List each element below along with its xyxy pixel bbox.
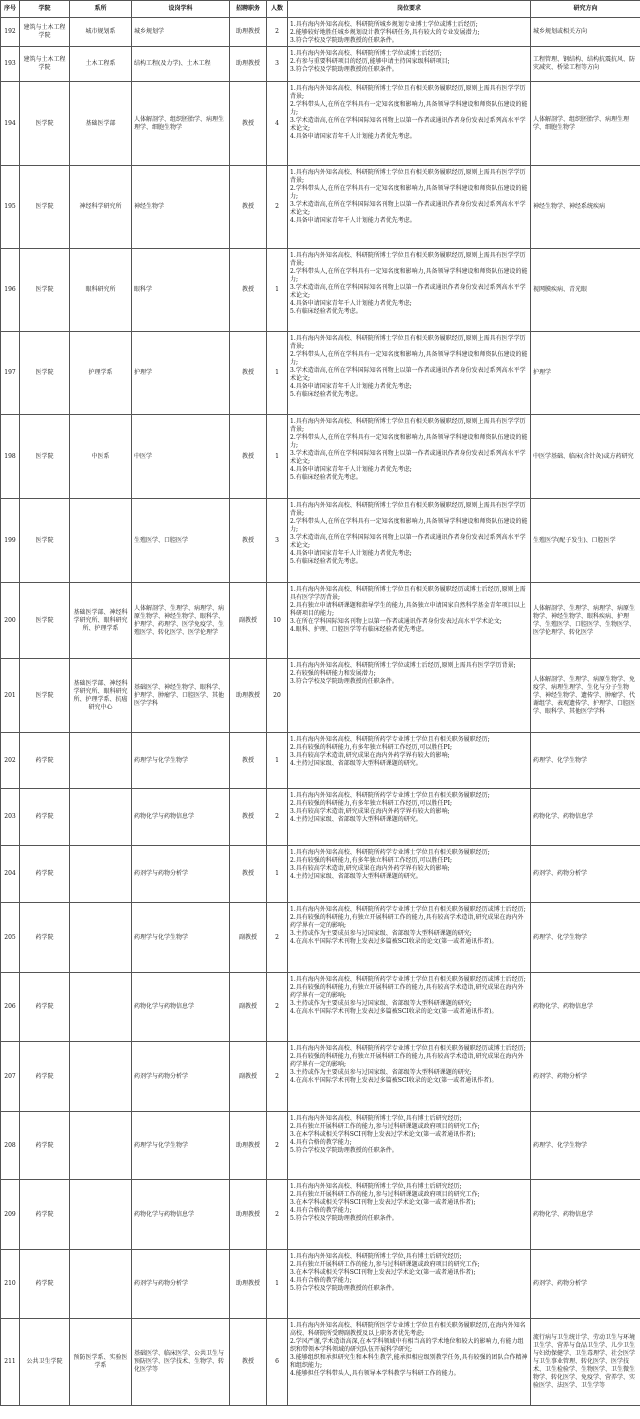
cell-department [70, 789, 132, 846]
requirement-line: 4.具有合格的教学能力; [290, 1277, 352, 1284]
requirement-line: 2.具有独立开展科研工作的能力,参与过科研课题或政府项目的研究工作; [290, 1261, 480, 1268]
requirement-line: 2.学风严谨,学术造诣高深,在本学科领域中有相当高的学术地位和较大的影响力,有能力组织和带领本学科领域的研究队伍开展科学研究; [290, 1338, 524, 1353]
requirement-line: 3.主持或作为主要成员参与过国家级、省部级等大型科研课题的研究; [290, 930, 472, 937]
cell-requirements [288, 166, 531, 249]
cell-requirements [288, 82, 531, 166]
requirement-line: 4.主持过国家级、省部级等大型科研课题的研究。 [290, 873, 422, 880]
cell-index: 202 [1, 733, 20, 789]
header-department: 系所 [70, 1, 132, 18]
cell-research-direction: 药物化学、药物信息学 [531, 789, 640, 846]
cell-index: 207 [1, 1042, 20, 1112]
cell-requirements [288, 659, 531, 733]
cell-count: 2 [267, 18, 288, 47]
cell-requirements [288, 1319, 531, 1406]
cell-position: 教授 [230, 332, 267, 415]
cell-research-direction: 药理学、化学生物学 [531, 1112, 640, 1180]
requirement-line: 2.学科带头人,在所在学科具有一定知名度和影响力,具备领导学科建设和师资队伍建设的能力; [290, 518, 528, 533]
cell-position: 教授 [230, 249, 267, 332]
requirement-line: 4.在高水平国际学术刊物上发表过多篇被SCI收录的论文(第一或者通讯作者)。 [290, 1008, 498, 1015]
cell-requirements [288, 332, 531, 415]
cell-count: 2 [267, 1042, 288, 1112]
requirement-line: 5.有临床经验者优先考虑。 [290, 308, 362, 315]
cell-position: 教授 [230, 733, 267, 789]
cell-requirements [288, 733, 531, 789]
requirement-line: 1.具有海内外知名高校、科研院所博士学位且有相关职务履职经历,原则上需具有医学学历背景; [290, 502, 526, 517]
requirement-line: 1.具有海内外知名高校、科研院所药学专业博士学位且有相关职务履职经历或博士后经历; [290, 906, 526, 913]
cell-department [70, 1042, 132, 1112]
cell-college: 药学院 [20, 846, 70, 903]
requirement-line: 1.具有海内外知名高校、科研院所医学专业博士学位且有相关职务履职经历,在海内外知名高校、科研院所受聘副教授及以上职务者优先考虑; [290, 1322, 526, 1337]
requirement-line: 3.符合学校及学院助理教授的任职条件。 [290, 66, 398, 73]
cell-requirements [288, 415, 531, 499]
cell-count: 20 [267, 659, 288, 733]
cell-college: 药学院 [20, 733, 70, 789]
requirement-line: 5.有临床经验者优先考虑。 [290, 474, 362, 481]
table-row [1, 1319, 640, 1406]
cell-department: 城市规划系 [70, 18, 132, 47]
table-row [1, 583, 640, 659]
cell-index: 192 [1, 18, 20, 47]
requirement-line: 2.具有独立申请科研课题和指导学生的能力,具备独立申请国家自然科学基金青年项目以上科研项目的能力; [290, 602, 526, 617]
cell-department: 中医系 [70, 415, 132, 499]
cell-position: 助理教授 [230, 1250, 267, 1319]
cell-college: 医学院 [20, 166, 70, 249]
requirement-line: 1.具有海内外知名高校、科研院所药学专业博士学位且有相关职务履职经历或博士后经历; [290, 1045, 526, 1052]
cell-count: 2 [267, 1112, 288, 1180]
cell-college: 药学院 [20, 903, 70, 973]
cell-count: 2 [267, 789, 288, 846]
header-college: 学院 [20, 1, 70, 18]
requirement-line: 4.具备申请国家青年千人计划能力者优先考虑。 [290, 133, 416, 140]
cell-subject: 神经生物学 [132, 166, 230, 249]
cell-requirements [288, 846, 531, 903]
cell-index: 195 [1, 166, 20, 249]
cell-research-direction: 工程管理、钢结构、结构抗震抗风、防灾减灾、桥梁工程等方向 [531, 47, 640, 82]
requirement-line: 3.在所在学科国际知名刊物上以第一作者或通讯作者身份发表过高水平学术论文; [290, 618, 502, 625]
header-subject: 设岗学科 [132, 1, 230, 18]
requirement-line: 4.具备申请国家青年千人计划能力者优先考虑; [290, 466, 412, 473]
cell-subject: 药物化学与药物信息学 [132, 1180, 230, 1250]
requirement-line: 5.符合学校及学院助理教授的任职条件。 [290, 1215, 398, 1222]
cell-position: 教授 [230, 789, 267, 846]
cell-count: 2 [267, 903, 288, 973]
cell-subject: 基础医学、神经生物学、眼科学、护理学、肿瘤学、口腔医学、其他医学学科 [132, 659, 230, 733]
cell-college: 医学院 [20, 415, 70, 499]
cell-department [70, 1250, 132, 1319]
requirement-line: 1.具有海内外知名高校、科研院所博士学位且有相关职务履职经历,原则上需具有医学学历背景; [290, 85, 526, 100]
requirement-line: 3.学术造诣高,在所在学科国际知名刊物上以第一作者或通讯作者身份发表过系列高水平学术论文; [290, 450, 526, 465]
cell-index: 198 [1, 415, 20, 499]
requirement-line: 1.具有海内外知名高校、科研院所城乡规划专业博士学位或博士后经历; [290, 21, 478, 28]
requirement-line: 2.具有较强的科研能力,有多年独立科研工作经历,可以胜任PI; [290, 800, 452, 807]
cell-requirements [288, 583, 531, 659]
cell-subject: 药剂学与药物分析学 [132, 1042, 230, 1112]
cell-index: 204 [1, 846, 20, 903]
requirement-line: 2.有较强的科研能力和发展潜力; [290, 670, 376, 677]
requirement-line: 5.符合学校及学院助理教授的任职条件。 [290, 1147, 398, 1154]
requirement-line: 4.具有合格的教学能力; [290, 1207, 352, 1214]
cell-subject: 药剂学与药物分析学 [132, 846, 230, 903]
header-row [1, 1, 640, 18]
requirement-line: 4.在高水平国际学术刊物上发表过多篇被SCI收录的论文(第一或者通讯作者)。 [290, 1077, 498, 1084]
cell-department: 基础医学部 [70, 82, 132, 166]
cell-count: 6 [267, 1319, 288, 1406]
cell-department [70, 499, 132, 583]
requirement-line: 4.主持过国家级、省部级等大型科研课题的研究。 [290, 816, 422, 823]
requirement-line: 4.具备申请国家青年千人计划能力者优先考虑。 [290, 217, 416, 224]
cell-department: 基础医学部、神经科学研究所、眼科研究所、护理学系、抗癌研究中心 [70, 659, 132, 733]
cell-index: 211 [1, 1319, 20, 1406]
table-row [1, 1250, 640, 1319]
cell-count: 1 [267, 733, 288, 789]
cell-department [70, 1112, 132, 1180]
requirement-line: 4.具备申请国家青年千人计划能力者优先考虑; [290, 300, 412, 307]
cell-research-direction: 药理学、化学生物学 [531, 903, 640, 973]
cell-index: 193 [1, 47, 20, 82]
requirement-line: 1.具有海内外知名高校、科研院所博士学位,具有博士后研究经历; [290, 1183, 462, 1190]
requirement-line: 2.学科带头人,在所在学科具有一定知名度和影响力,具备领导学科建设和师资队伍建设的能力; [290, 434, 528, 449]
cell-count: 3 [267, 47, 288, 82]
requirement-line: 2.学科带头人,在所在学科具有一定知名度和影响力,具备领导学科建设和师资队伍建设的能力; [290, 351, 528, 366]
cell-index: 203 [1, 789, 20, 846]
cell-requirements [288, 973, 531, 1042]
cell-requirements [288, 499, 531, 583]
cell-subject: 药理学与化学生物学 [132, 733, 230, 789]
table-row [1, 332, 640, 415]
cell-index: 208 [1, 1112, 20, 1180]
cell-research-direction: 护理学 [531, 332, 640, 415]
requirement-line: 1.具有海内外知名高校、科研院所博士学位且有相关职务履职经历或博士后经历,原则上需具有医学学历背景; [290, 586, 526, 601]
cell-count: 1 [267, 846, 288, 903]
cell-requirements [288, 18, 531, 47]
requirement-line: 1.具有海内外知名高校、科研院所药学专业博士学位且有相关职务履职经历; [290, 849, 490, 856]
cell-subject: 中医学 [132, 415, 230, 499]
cell-college: 医学院 [20, 249, 70, 332]
cell-count: 1 [267, 1250, 288, 1319]
cell-index: 196 [1, 249, 20, 332]
cell-subject: 生殖医学、口腔医学 [132, 499, 230, 583]
cell-position: 助理教授 [230, 1180, 267, 1250]
requirement-line: 1.具有海内外知名高校、科研院所博士学位且有相关职务履职经历,原则上需具有医学学历背景; [290, 252, 526, 267]
requirement-line: 2.具有独立开展科研工作的能力,参与过科研课题或政府项目的研究工作; [290, 1191, 480, 1198]
cell-position: 助理教授 [230, 659, 267, 733]
cell-college: 建筑与土木工程学院 [20, 18, 70, 47]
cell-research-direction: 中医学基础、临床(含针灸)或方药研究 [531, 415, 640, 499]
requirement-line: 2.具有较强的科研能力,有独立开展科研工作的能力,具有较高学术造诣,研究成果在海内外药学界有一定的影响; [290, 1053, 524, 1068]
cell-subject: 药物化学与药物信息学 [132, 789, 230, 846]
requirement-line: 3.主持或作为主要成员参与过国家级、省部级等大型科研课题的研究; [290, 1000, 472, 1007]
table-row [1, 249, 640, 332]
cell-subject: 基础医学、临床医学、公共卫生与预防医学、医学技术、生物学、转化医学等 [132, 1319, 230, 1406]
requirement-line: 1.具有海内外知名高校、科研院所博士学位,具有博士后研究经历; [290, 1115, 462, 1122]
cell-research-direction: 药剂学、药物分析学 [531, 1250, 640, 1319]
cell-college: 医学院 [20, 499, 70, 583]
cell-requirements [288, 1180, 531, 1250]
cell-subject: 药物化学与药物信息学 [132, 973, 230, 1042]
requirement-line: 1.具有海内外知名高校、科研院所博士学位,具有博士后研究经历; [290, 1253, 462, 1260]
cell-count: 4 [267, 82, 288, 166]
requirement-line: 3.学术造诣高,在所在学科国际知名刊物上以第一作者或通讯作者身份发表过系列高水平学术论文; [290, 534, 526, 549]
requirement-line: 3.在本学科或相关学科SCI刊物上发表过学术论文(第一或者通讯作者); [290, 1269, 476, 1276]
cell-requirements [288, 249, 531, 332]
requirement-line: 2.具有较强的科研能力,有多年独立科研工作经历,可以胜任PI; [290, 857, 452, 864]
cell-college: 药学院 [20, 1042, 70, 1112]
cell-subject: 药理学与化学生物学 [132, 903, 230, 973]
cell-research-direction: 生殖医学(配子发生)、口腔医学 [531, 499, 640, 583]
cell-index: 200 [1, 583, 20, 659]
header-research-direction: 研究方向 [531, 1, 640, 18]
cell-count: 1 [267, 415, 288, 499]
requirement-line: 5.有临床经验者优先考虑。 [290, 391, 362, 398]
cell-count: 10 [267, 583, 288, 659]
cell-college: 药学院 [20, 1112, 70, 1180]
cell-position: 助理教授 [230, 18, 267, 47]
cell-position: 副教授 [230, 1042, 267, 1112]
cell-count: 2 [267, 973, 288, 1042]
requirement-line: 1.具有海内外知名高校、科研院所博士学位且有相关职务履职经历,原则上需具有医学学历背景; [290, 169, 526, 184]
cell-research-direction: 城乡规划或相关方向 [531, 18, 640, 47]
table-row [1, 82, 640, 166]
cell-department [70, 846, 132, 903]
cell-requirements [288, 1042, 531, 1112]
requirement-line: 1.具有海内外知名高校、科研院所博士学位且有相关职务履职经历,原则上需具有医学学历背景; [290, 418, 526, 433]
requirement-line: 3.学术造诣高,在所在学科国际知名刊物上以第一作者或通讯作者身份发表过系列高水平学术论文; [290, 367, 526, 382]
header-count: 人数 [267, 1, 288, 18]
requirement-line: 2.具有独立开展科研工作的能力,参与过科研课题或政府项目的研究工作; [290, 1123, 480, 1130]
requirement-line: 4.具有合格的教学能力; [290, 1139, 352, 1146]
cell-research-direction: 流行病与卫生统计学、劳动卫生与环境卫生学、营养与食品卫生学、儿少卫生与妇幼保健学、卫生毒理学、社会医学与卫生事业管理、转化医学、医学技术、卫生检验学、生物医学、卫生微生物学、转化医学、免疫学、营养学、实验医学、法医学、卫生学等 [531, 1319, 640, 1406]
cell-department: 土木工程系 [70, 47, 132, 82]
requirement-line: 5.有临床经验者优先考虑。 [290, 558, 362, 565]
cell-position: 教授 [230, 1319, 267, 1406]
cell-college: 医学院 [20, 332, 70, 415]
cell-college: 医学院 [20, 583, 70, 659]
requirement-line: 2.学科带头人,在所在学科具有一定知名度和影响力,具备领导学科建设和师资队伍建设的能力; [290, 268, 528, 283]
cell-college: 药学院 [20, 1180, 70, 1250]
cell-college: 药学院 [20, 789, 70, 846]
cell-index: 206 [1, 973, 20, 1042]
cell-college: 建筑与土木工程学院 [20, 47, 70, 82]
cell-count: 2 [267, 1180, 288, 1250]
cell-research-direction: 药物化学、药物信息学 [531, 1180, 640, 1250]
table-row [1, 415, 640, 499]
cell-requirements [288, 903, 531, 973]
cell-count: 1 [267, 332, 288, 415]
cell-department: 基础医学部、神经科学研究所、眼科研究所、护理学系 [70, 583, 132, 659]
requirement-line: 3.主持或作为主要成员参与过国家级、省部级等大型科研课题的研究; [290, 1069, 472, 1076]
requirement-line: 3.符合学校及学院助理教授的任职条件。 [290, 678, 398, 685]
requirement-line: 3.学术造诣高,在所在学科国际知名刊物上以第一作者或通讯作者身份发表过系列高水平学术论文; [290, 201, 526, 216]
requirement-line: 1.具有海内外知名高校、科研院所博士学位且有相关职务履职经历,原则上需具有医学学历背景; [290, 335, 526, 350]
cell-requirements [288, 1112, 531, 1180]
cell-college: 医学院 [20, 659, 70, 733]
requirement-line: 3.符合学校及学院助理教授的任职条件。 [290, 37, 398, 44]
cell-subject: 护理学 [132, 332, 230, 415]
requirement-line: 3.具有较高学术造诣,研究成果在海内外药学界有较大的影响; [290, 752, 450, 759]
cell-index: 197 [1, 332, 20, 415]
requirement-line: 1.具有海内外知名高校、科研院所博士学位或博士后经历,原则上需具有医学学历背景; [290, 662, 516, 669]
header-index: 序号 [1, 1, 20, 18]
requirement-line: 4.在高水平国际学术刊物上发表过多篇被SCI收录的论文(第一或者通讯作者)。 [290, 938, 498, 945]
requirement-line: 4.具备申请国家青年千人计划能力者优先考虑; [290, 383, 412, 390]
cell-index: 199 [1, 499, 20, 583]
requirement-line: 1.具有海内外知名高校、科研院所博士学位或博士后经历; [290, 50, 442, 57]
cell-research-direction: 药理学、化学生物学 [531, 733, 640, 789]
table-row [1, 1042, 640, 1112]
requirement-line: 5.符合学校及学院助理教授的任职条件。 [290, 1285, 398, 1292]
cell-research-direction: 药剂学、药物分析学 [531, 1042, 640, 1112]
cell-subject: 结构工程(及力学)、土木工程 [132, 47, 230, 82]
cell-position: 教授 [230, 499, 267, 583]
cell-college: 药学院 [20, 1250, 70, 1319]
cell-research-direction: 人体解剖学、生理学、病理学、病原生物学、神经生物学、眼科疾病、护理学、生殖医学、口腔医学、生物医学、医学伦理学、转化医学 [531, 583, 640, 659]
cell-requirements [288, 789, 531, 846]
table-row [1, 18, 640, 47]
cell-research-direction: 药剂学、药物分析学 [531, 846, 640, 903]
cell-position: 副教授 [230, 903, 267, 973]
cell-department: 神经科学研究所 [70, 166, 132, 249]
cell-department [70, 733, 132, 789]
requirement-line: 2.具有较强的科研能力,有多年独立科研工作经历,可以胜任PI; [290, 744, 452, 751]
requirement-line: 4.能够担任学科带头人,具有领导本学科教学与科研工作的能力。 [290, 1370, 460, 1377]
cell-research-direction: 神经生物学、神经系统疾病 [531, 166, 640, 249]
requirement-line: 1.具有海内外知名高校、科研院所药学专业博士学位且有相关职务履职经历或博士后经历; [290, 976, 526, 983]
header-position: 招聘职务 [230, 1, 267, 18]
requirement-line: 2.学科带头人,在所在学科具有一定知名度和影响力,具备领导学科建设和师资队伍建设的能力; [290, 101, 528, 116]
cell-department [70, 1180, 132, 1250]
table-row [1, 973, 640, 1042]
cell-research-direction: 视网膜疾病、青光眼 [531, 249, 640, 332]
requirement-line: 1.具有海内外知名高校、科研院所药学专业博士学位且有相关职务履职经历; [290, 792, 490, 799]
cell-requirements [288, 47, 531, 82]
requirement-line: 2.学科带头人,在所在学科具有一定知名度和影响力,具备领导学科建设和师资队伍建设的能力; [290, 185, 528, 200]
cell-research-direction: 人体解剖学、组织胚胎学、病理生理学、细胞生物学 [531, 82, 640, 166]
cell-index: 210 [1, 1250, 20, 1319]
cell-college: 公共卫生学院 [20, 1319, 70, 1406]
table-row [1, 733, 640, 789]
requirement-line: 2.具有较强的科研能力,有独立开展科研工作的能力,具有较高学术造诣,研究成果在海内外药学界有一定的影响; [290, 984, 524, 999]
table-row [1, 1112, 640, 1180]
cell-count: 3 [267, 499, 288, 583]
requirement-line: 2.具有较强的科研能力,有独立开展科研工作的能力,具有较高学术造诣,研究成果在海内外药学界有一定的影响; [290, 914, 524, 929]
cell-subject: 城乡规划学 [132, 18, 230, 47]
cell-index: 205 [1, 903, 20, 973]
table-row [1, 499, 640, 583]
header-requirements: 岗位要求 [288, 1, 531, 18]
cell-college: 药学院 [20, 973, 70, 1042]
cell-research-direction: 人体解剖学、生理学、病原生物学、免疫学、病理生理学、生化与分子生物学、神经生物学、遗传学、肿瘤学、代谢组学、表观遗传学、护理学、口腔医学、眼科学、其他医学学科 [531, 659, 640, 733]
cell-college: 医学院 [20, 82, 70, 166]
table-row [1, 789, 640, 846]
cell-count: 2 [267, 166, 288, 249]
requirement-line: 4.眼科、护理、口腔医学等有临床经验者优先考虑。 [290, 626, 428, 633]
cell-index: 194 [1, 82, 20, 166]
table-row [1, 846, 640, 903]
requirement-line: 3.具有较高学术造诣,研究成果在海内外药学界有较大的影响; [290, 865, 450, 872]
requirement-line: 3.学术造诣高,在所在学科国际知名刊物上以第一作者或通讯作者身份发表过系列高水平学术论文; [290, 117, 526, 132]
table-row [1, 47, 640, 82]
cell-position: 助理教授 [230, 47, 267, 82]
cell-subject: 药理学与化学生物学 [132, 1112, 230, 1180]
requirement-line: 1.具有海内外知名高校、科研院所药学专业博士学位且有相关职务履职经历; [290, 736, 490, 743]
cell-index: 201 [1, 659, 20, 733]
requirement-line: 3.具有较高学术造诣,研究成果在海内外药学界有较大的影响; [290, 808, 450, 815]
cell-department: 护理学系 [70, 332, 132, 415]
cell-position: 副教授 [230, 973, 267, 1042]
table-row [1, 903, 640, 973]
requirement-line: 3.能够组织和承担研究生和本科生教学,能承担相应级别教学任务,具有较强的团队合作精神和组织能力; [290, 1354, 528, 1369]
cell-position: 教授 [230, 846, 267, 903]
cell-position: 教授 [230, 166, 267, 249]
requirement-line: 3.在本学科或相关学科SCI刊物上发表过学术论文(第一或者通讯作者); [290, 1199, 476, 1206]
requirement-line: 3.在本学科或相关学科SCI刊物上发表过学术论文(第一或者通讯作者); [290, 1131, 476, 1138]
requirement-line: 2.能够较好地胜任城乡规划设计教学科研任务,具有较大的专业发展潜力; [290, 29, 480, 36]
table-row [1, 659, 640, 733]
cell-requirements [288, 1250, 531, 1319]
cell-position: 教授 [230, 82, 267, 166]
cell-subject: 药剂学与药物分析学 [132, 1250, 230, 1319]
cell-subject: 人体解剖学、组织胚胎学、病理生理学、细胞生物学 [132, 82, 230, 166]
table-row [1, 166, 640, 249]
table-row [1, 1180, 640, 1250]
cell-position: 副教授 [230, 583, 267, 659]
cell-research-direction: 药物化学、药物信息学 [531, 973, 640, 1042]
table-body [1, 18, 640, 1406]
cell-department [70, 903, 132, 973]
requirement-line: 2.有参与重要科研项目的经历,能够申请主持国家级科研项目; [290, 58, 450, 65]
cell-subject: 人体解剖学、生理学、病理学、病原生物学、神经生物学、眼科学、护理学、药理学、医学免疫学、生殖医学、转化医学、医学伦理学 [132, 583, 230, 659]
cell-department: 眼科研究所 [70, 249, 132, 332]
cell-position: 助理教授 [230, 1112, 267, 1180]
cell-position: 教授 [230, 415, 267, 499]
requirement-line: 4.主持过国家级、省部级等大型科研课题的研究。 [290, 760, 422, 767]
cell-subject: 眼科学 [132, 249, 230, 332]
cell-department [70, 973, 132, 1042]
cell-index: 209 [1, 1180, 20, 1250]
requirement-line: 4.具备申请国家青年千人计划能力者优先考虑; [290, 550, 412, 557]
cell-department: 预防医学系、实验医学系 [70, 1319, 132, 1406]
cell-count: 1 [267, 249, 288, 332]
requirement-line: 3.学术造诣高,在所在学科国际知名刊物上以第一作者或通讯作者身份发表过系列高水平学术论文; [290, 284, 526, 299]
